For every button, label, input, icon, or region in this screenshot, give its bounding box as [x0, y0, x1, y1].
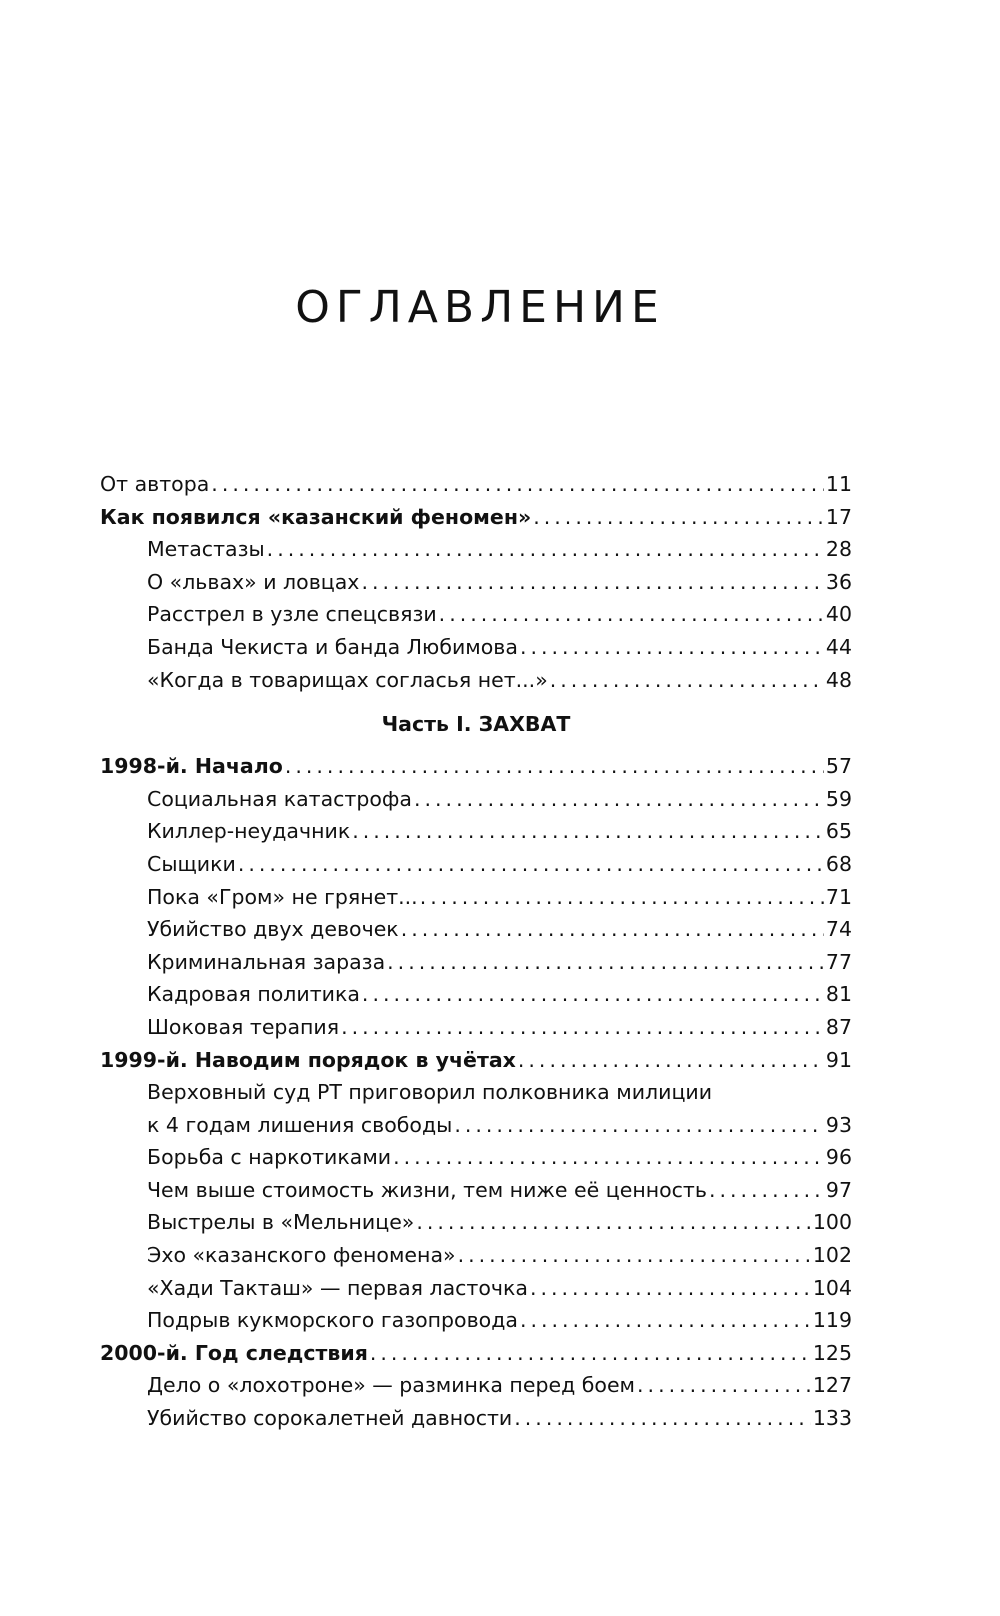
toc-entry-page-number: 65: [825, 819, 852, 844]
toc-entry: [100, 1406, 852, 1439]
toc-entry-page-number: 93: [825, 1112, 852, 1137]
toc-entry: [100, 950, 852, 983]
dot-leader: [550, 668, 824, 692]
dot-leader: [533, 505, 824, 529]
toc-entry: [100, 570, 852, 603]
toc-entry: [100, 1113, 852, 1146]
toc-entry: [100, 1341, 852, 1374]
toc-entry: [100, 1373, 852, 1406]
toc-entry-title: Убийство сорокалетней давности: [147, 1406, 513, 1431]
toc-entry-title: Верховный суд РТ приговорил полковника милиции: [147, 1080, 713, 1105]
toc-entry-title: Подрыв кукморского газопровода: [147, 1308, 518, 1333]
dot-leader: [454, 1113, 824, 1137]
dot-leader: [416, 1210, 811, 1234]
toc-entry-page-number: 36: [825, 569, 852, 594]
toc-entry: [100, 1308, 852, 1341]
dot-leader: [401, 917, 824, 941]
toc-entry-page-number: 11: [825, 472, 852, 496]
toc-entry-title: «Хади Такташ» — первая ласточка: [147, 1275, 528, 1300]
toc-entry-title: Эхо «казанского феномена»: [147, 1243, 456, 1268]
toc-entry-title: Шоковая терапия: [147, 1014, 340, 1039]
toc-entry: [100, 917, 852, 950]
toc-entry: [100, 819, 852, 852]
toc-entry: [100, 602, 852, 635]
toc-entry-page-number: 44: [825, 634, 852, 659]
toc-entry-title: Социальная катастрофа: [147, 786, 412, 811]
toc-entry-page-number: 28: [825, 537, 852, 562]
dot-leader: [341, 1015, 824, 1039]
toc-entry-page-number: 104: [812, 1275, 852, 1300]
toc-entry-title: Киллер-неудачник: [147, 819, 351, 844]
toc-entry: [100, 1276, 852, 1309]
toc-entry: [100, 537, 852, 570]
toc-entry-title: Дело о «лохотроне» — разминка перед боем: [147, 1373, 636, 1398]
toc-entry-page-number: 87: [825, 1014, 852, 1039]
toc-entry-page-number: 96: [825, 1145, 852, 1170]
part-heading: Часть I. ЗАХВАТ: [381, 712, 571, 737]
page-title: ОГЛАВЛЕНИЕ: [295, 282, 665, 333]
dot-leader: [637, 1373, 811, 1397]
toc-entry-title: 1998-й. Начало: [100, 754, 283, 779]
toc-entry-title: Борьба с наркотиками: [147, 1145, 392, 1170]
toc-entry: [100, 668, 852, 701]
dot-leader: [709, 1178, 824, 1202]
toc-entry: [100, 1080, 852, 1113]
toc-entry: [100, 852, 852, 885]
dot-leader: [458, 1243, 811, 1267]
dot-leader: [518, 1048, 824, 1072]
dot-leader: [352, 819, 824, 843]
toc-entry-title: От автора: [100, 472, 210, 496]
dot-leader: [414, 787, 824, 811]
toc-entry: [100, 1210, 852, 1243]
toc-entry-page-number: 127: [812, 1373, 852, 1398]
dot-leader: [420, 885, 824, 909]
dot-leader: [514, 1406, 811, 1430]
toc-entry-page-number: 102: [812, 1243, 852, 1268]
table-of-contents: [100, 472, 852, 1439]
toc-entry: [100, 1145, 852, 1178]
toc-entry: [100, 472, 852, 505]
toc-entry-page-number: 97: [825, 1177, 852, 1202]
toc-entry-title: к 4 годам лишения свободы: [147, 1112, 453, 1137]
toc-entry-page-number: 77: [825, 949, 852, 974]
toc-entry-page-number: 59: [825, 786, 852, 811]
toc-entry-page-number: 68: [825, 851, 852, 876]
toc-entry-title: Банда Чекиста и банда Любимова: [147, 634, 518, 659]
toc-part1-section: [100, 754, 852, 1438]
toc-entry-page-number: 100: [812, 1210, 852, 1235]
toc-entry-title: Криминальная зараза: [147, 949, 386, 974]
dot-leader: [520, 635, 824, 659]
toc-entry-title: Убийство двух девочек: [147, 917, 399, 942]
dot-leader: [362, 982, 824, 1006]
dot-leader: [393, 1145, 824, 1169]
toc-entry-page-number: 74: [825, 917, 852, 942]
toc-entry-title: Кадровая политика: [147, 982, 360, 1007]
toc-entry-page-number: 57: [825, 754, 852, 779]
dot-leader: [238, 852, 824, 876]
dot-leader: [387, 950, 824, 974]
toc-entry-title: Расстрел в узле спецсвязи: [147, 602, 437, 627]
dot-leader: [361, 570, 823, 594]
toc-entry-page-number: 48: [825, 667, 852, 692]
dot-leader: [439, 602, 824, 626]
dot-leader: [211, 472, 824, 496]
toc-entry-title: Выстрелы в «Мельнице»: [147, 1210, 415, 1235]
toc-entry-page-number: 17: [825, 504, 852, 529]
toc-entry-page-number: 133: [812, 1406, 852, 1431]
toc-entry: [100, 635, 852, 668]
toc-entry-title: О «львах» и ловцах: [147, 569, 360, 594]
toc-entry: [100, 885, 852, 918]
toc-entry-title: 2000-й. Год следствия: [100, 1340, 368, 1365]
toc-entry-page-number: 91: [825, 1047, 852, 1072]
dot-leader: [285, 754, 824, 778]
toc-entry: [100, 1243, 852, 1276]
toc-entry-title: Как появился «казанский феномен»: [100, 504, 532, 529]
toc-entry-page-number: 71: [825, 884, 852, 909]
dot-leader: [530, 1276, 811, 1300]
toc-entry-title: Сыщики: [147, 851, 236, 876]
dot-leader: [370, 1341, 811, 1365]
dot-leader: [267, 537, 824, 561]
toc-entry-page-number: 125: [812, 1340, 852, 1365]
toc-entry-title: «Когда в товарищах согласья нет...»: [147, 667, 548, 692]
toc-entry: [100, 1015, 852, 1048]
toc-entry-title: Пока «Гром» не грянет...: [147, 884, 418, 909]
toc-entry: [100, 982, 852, 1015]
toc-entry: [100, 787, 852, 820]
toc-entry: [100, 505, 852, 538]
toc-entry-page-number: 81: [825, 982, 852, 1007]
toc-entry-page-number: 119: [812, 1308, 852, 1333]
toc-entry-title: 1999-й. Наводим порядок в учётах: [100, 1047, 516, 1072]
toc-entry: [100, 1048, 852, 1081]
toc-intro-section: [100, 472, 852, 700]
dot-leader: [520, 1308, 811, 1332]
toc-entry: [100, 1178, 852, 1211]
toc-entry-title: Чем выше стоимость жизни, тем ниже её ценность: [147, 1177, 707, 1202]
toc-entry-page-number: 40: [825, 602, 852, 627]
toc-entry: [100, 754, 852, 787]
toc-entry-title: Метастазы: [147, 537, 265, 562]
